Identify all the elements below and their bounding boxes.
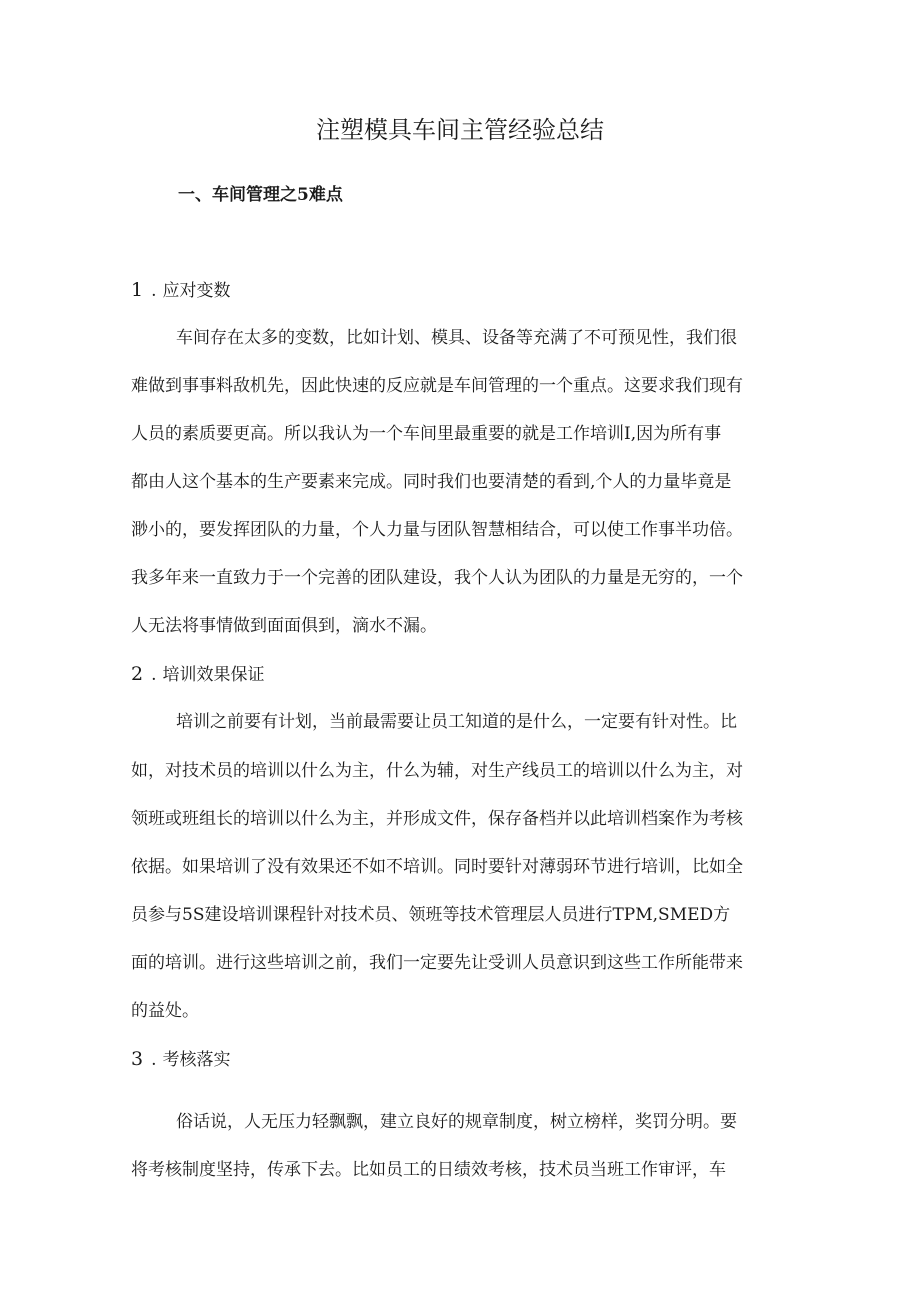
paragraph-line: 人员的素质要更高。所以我认为一个车间里最重要的就是工作培训I,因为所有事 (131, 424, 722, 444)
paragraph-line: 将考核制度坚持，传承下去。比如员工的日绩效考核，技术员当班工作审评，车 (131, 1160, 726, 1180)
subsection-label: 考核落实 (162, 1050, 231, 1070)
paragraph-line: 难做到事事料敌机先，因此快速的反应就是车间管理的一个重点。这要求我们现有 (131, 376, 743, 396)
paragraph-line: 员参与5S建设培训课程针对技术员、领班等技术管理层人员进行TPM,SMED方 (131, 905, 731, 925)
paragraph-line: 的益处。 (131, 1001, 199, 1021)
document-title: 注塑模具车间主管经验总结 (316, 116, 604, 144)
subsection-heading-2 (131, 659, 265, 690)
section-heading: 一、车间管理之5难点 (178, 185, 343, 205)
subsection-separator: . (151, 1050, 157, 1070)
paragraph-line: 都由人这个基本的生产要素来完成。同时我们也要清楚的看到,个人的力量毕竟是 (131, 472, 732, 492)
subsection-number: 3 (131, 1048, 144, 1070)
subsection-separator: . (151, 281, 157, 301)
paragraph-line: 人无法将事情做到面面俱到，滴水不漏。 (131, 616, 437, 636)
subsection-heading-1 (131, 275, 231, 306)
paragraph-line: 俗话说，人无压力轻飘飘，建立良好的规章制度，树立榜样，奖罚分明。要 (176, 1112, 737, 1132)
paragraph-line: 车间存在太多的变数，比如计划、模具、设备等充满了不可预见性，我们很 (176, 328, 737, 348)
subsection-number: 1 (131, 279, 144, 301)
paragraph-line: 依据。如果培训了没有效果还不如不培训。同时要针对薄弱环节进行培训，比如全 (131, 857, 743, 877)
subsection-label: 应对变数 (162, 281, 231, 301)
paragraph-line: 渺小的，要发挥团队的力量，个人力量与团队智慧相结合，可以使工作事半功倍。 (131, 520, 743, 540)
subsection-number: 2 (131, 663, 144, 685)
subsection-separator: . (151, 665, 157, 685)
paragraph-line: 我多年来一直致力于一个完善的团队建设，我个人认为团队的力量是无穷的，一个 (131, 568, 743, 588)
subsection-label: 培训效果保证 (162, 665, 265, 685)
paragraph-line: 面的培训。进行这些培训之前，我们一定要先让受训人员意识到这些工作所能带来 (131, 953, 743, 973)
paragraph-line: 领班或班组长的培训以什么为主，并形成文件，保存备档并以此培训档案作为考核 (131, 809, 743, 829)
paragraph-line: 如，对技术员的培训以什么为主，什么为辅，对生产线员工的培训以什么为主，对 (131, 761, 743, 781)
paragraph-line: 培训之前要有计划，当前最需要让员工知道的是什么，一定要有针对性。比 (176, 712, 737, 732)
subsection-heading-3 (131, 1044, 231, 1075)
